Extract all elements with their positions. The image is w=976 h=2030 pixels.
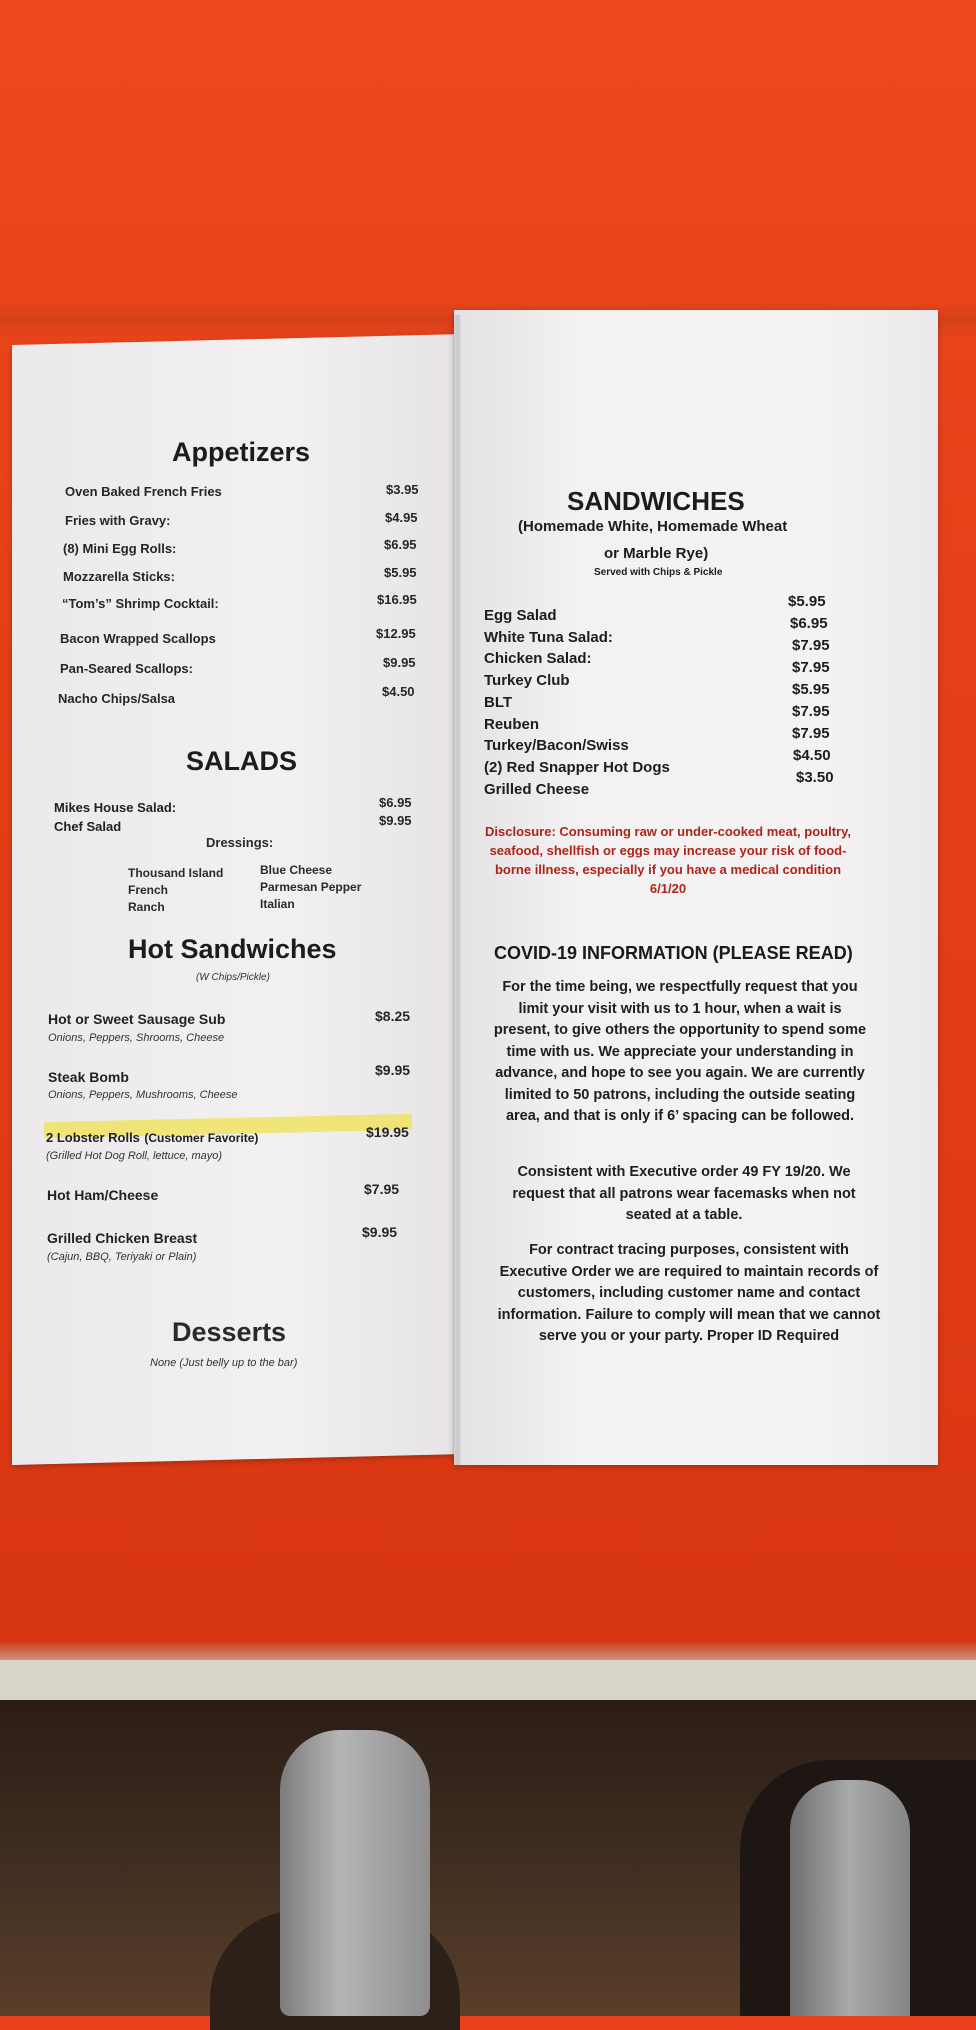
appetizer-item-price: $9.95 bbox=[383, 655, 416, 670]
covid-heading: COVID-19 INFORMATION (PLEASE READ) bbox=[494, 943, 853, 963]
covid-paragraph-2: Consistent with Executive order 49 FY 19/20. We request that all patrons wear facemasks when not seated at a table. bbox=[512, 1164, 856, 1223]
hot-sandwich-desc: (Cajun, BBQ, Teriyaki or Plain) bbox=[47, 1251, 197, 1263]
hot-sandwich-name: Hot Ham/Cheese bbox=[47, 1187, 159, 1203]
appetizer-item-price: $6.95 bbox=[384, 537, 417, 552]
appetizer-item-name: Oven Baked French Fries bbox=[65, 484, 222, 499]
dressing-option: French bbox=[128, 883, 169, 897]
sandwich-item-name: Egg Salad bbox=[484, 607, 557, 624]
dressing-option: Ranch bbox=[128, 900, 165, 914]
appetizer-item-name: Fries with Gravy: bbox=[65, 513, 171, 528]
menu-left-panel bbox=[12, 334, 464, 1465]
sandwich-item-price: $7.95 bbox=[792, 703, 830, 720]
salad-item-name: Chef Salad bbox=[54, 819, 122, 834]
sandwich-item-price: $7.95 bbox=[792, 637, 830, 654]
appetizer-item-price: $3.95 bbox=[386, 482, 419, 497]
sandwich-item-price: $7.95 bbox=[792, 659, 830, 676]
sandwich-item-price: $3.50 bbox=[796, 769, 834, 786]
sandwich-item-name: BLT bbox=[484, 694, 513, 711]
sandwich-item-name: (2) Red Snapper Hot Dogs bbox=[484, 759, 670, 776]
hot-sandwich-name: Grilled Chicken Breast bbox=[47, 1230, 198, 1246]
desserts-note: None (Just belly up to the bar) bbox=[150, 1357, 298, 1369]
sandwich-item-price: $4.50 bbox=[793, 747, 831, 764]
customer-favorite-tag: (Customer Favorite) bbox=[144, 1131, 259, 1145]
salad-item-price: $6.95 bbox=[379, 795, 412, 810]
bread-options-line1: (Homemade White, Homemade Wheat bbox=[518, 518, 788, 535]
hot-sandwich-name: Steak Bomb bbox=[48, 1069, 129, 1085]
salad-item-price: $9.95 bbox=[379, 813, 412, 828]
appetizer-item-price: $4.95 bbox=[385, 510, 418, 525]
sandwiches-heading: SANDWICHES bbox=[567, 486, 745, 516]
hot-sandwich-desc: Onions, Peppers, Mushrooms, Cheese bbox=[48, 1089, 238, 1101]
dressing-option: Blue Cheese bbox=[260, 863, 333, 877]
sandwich-item-name: Reuben bbox=[484, 716, 540, 733]
sandwich-item-name: Grilled Cheese bbox=[484, 781, 590, 798]
hot-sandwich-name: Hot or Sweet Sausage Sub bbox=[48, 1011, 226, 1027]
appetizer-item-name: Bacon Wrapped Scallops bbox=[60, 631, 216, 646]
hot-sandwich-price: $8.25 bbox=[375, 1008, 411, 1024]
left-sock bbox=[280, 1730, 430, 2016]
desserts-heading: Desserts bbox=[172, 1317, 287, 1347]
salad-item-name: Mikes House Salad: bbox=[54, 800, 177, 815]
appetizer-item-price: $4.50 bbox=[382, 684, 415, 699]
dressing-option: Italian bbox=[260, 897, 295, 911]
appetizers-heading: Appetizers bbox=[172, 437, 311, 467]
dressing-option: Thousand Island bbox=[128, 866, 224, 880]
covid-paragraph-3: For contract tracing purposes, consistent with Executive Order we are required to maintain records of customers, including customer name and contact information. Failure to comply will mean that we cannot serve you or your party. Proper ID Required bbox=[497, 1242, 881, 1344]
hot-sandwich-price: $9.95 bbox=[375, 1062, 411, 1078]
appetizer-item-name: (8) Mini Egg Rolls: bbox=[63, 541, 177, 556]
hot-sandwich-price: $19.95 bbox=[366, 1124, 409, 1140]
appetizer-item-name: Pan-Seared Scallops: bbox=[60, 661, 193, 676]
sandwich-item-name: Turkey/Bacon/Swiss bbox=[484, 737, 629, 754]
dressings-label: Dressings: bbox=[206, 835, 274, 850]
hot-sandwich-desc: Onions, Peppers, Shrooms, Cheese bbox=[48, 1032, 225, 1044]
appetizer-item-price: $16.95 bbox=[377, 592, 417, 607]
hot-sandwich-price: $9.95 bbox=[362, 1224, 398, 1240]
menu-fold-crease bbox=[453, 315, 463, 1465]
hot-sandwich-desc: (Grilled Hot Dog Roll, lettuce, mayo) bbox=[46, 1150, 223, 1162]
appetizer-item-name: “Tom’s” Shrimp Cocktail: bbox=[62, 596, 219, 611]
hot-sandwich-name: 2 Lobster Rolls bbox=[46, 1130, 140, 1145]
covid-paragraph-1: For the time being, we respectfully request that you limit your visit with us to 1 hour, when a wait is present, to give others the opportunity to spend some time with us. We appreciate your understanding in advance, and hope to see you again. We are currently limited to 50 patrons, including the outside seating area, and that is only if 6’ spacing can be followed. bbox=[493, 979, 867, 1124]
sandwich-item-price: $5.95 bbox=[792, 681, 830, 698]
appetizer-item-name: Nacho Chips/Salsa bbox=[58, 691, 176, 706]
sandwich-item-price: $5.95 bbox=[788, 593, 826, 610]
dressing-option: Parmesan Pepper bbox=[260, 880, 362, 894]
appetizer-item-name: Mozzarella Sticks: bbox=[63, 569, 175, 584]
bread-options-line2: or Marble Rye) bbox=[604, 545, 709, 562]
appetizer-item-price: $5.95 bbox=[384, 565, 417, 580]
appetizer-item-price: $12.95 bbox=[376, 626, 416, 641]
lobster-roll-line bbox=[46, 1129, 258, 1147]
served-with-note: Served with Chips & Pickle bbox=[594, 567, 723, 578]
sandwich-item-price: $6.95 bbox=[790, 615, 828, 632]
disclosure-notice: Disclosure: Consuming raw or under-cooked meat, poultry, seafood, shellfish or eggs may increase your risk of food-borne illness, especially if you have a medical condition 6/1/20 bbox=[485, 824, 851, 896]
sandwich-item-name: White Tuna Salad: bbox=[484, 629, 613, 646]
sandwich-item-name: Chicken Salad: bbox=[484, 650, 592, 667]
sandwich-item-price: $7.95 bbox=[792, 725, 830, 742]
sandwich-item-name: Turkey Club bbox=[484, 672, 570, 689]
salads-heading: SALADS bbox=[186, 746, 298, 776]
hot-sandwich-price: $7.95 bbox=[364, 1181, 400, 1197]
hot-sandwiches-heading: Hot Sandwiches bbox=[128, 934, 337, 964]
right-sock bbox=[790, 1780, 910, 2016]
hot-sandwiches-note: (W Chips/Pickle) bbox=[196, 972, 270, 983]
